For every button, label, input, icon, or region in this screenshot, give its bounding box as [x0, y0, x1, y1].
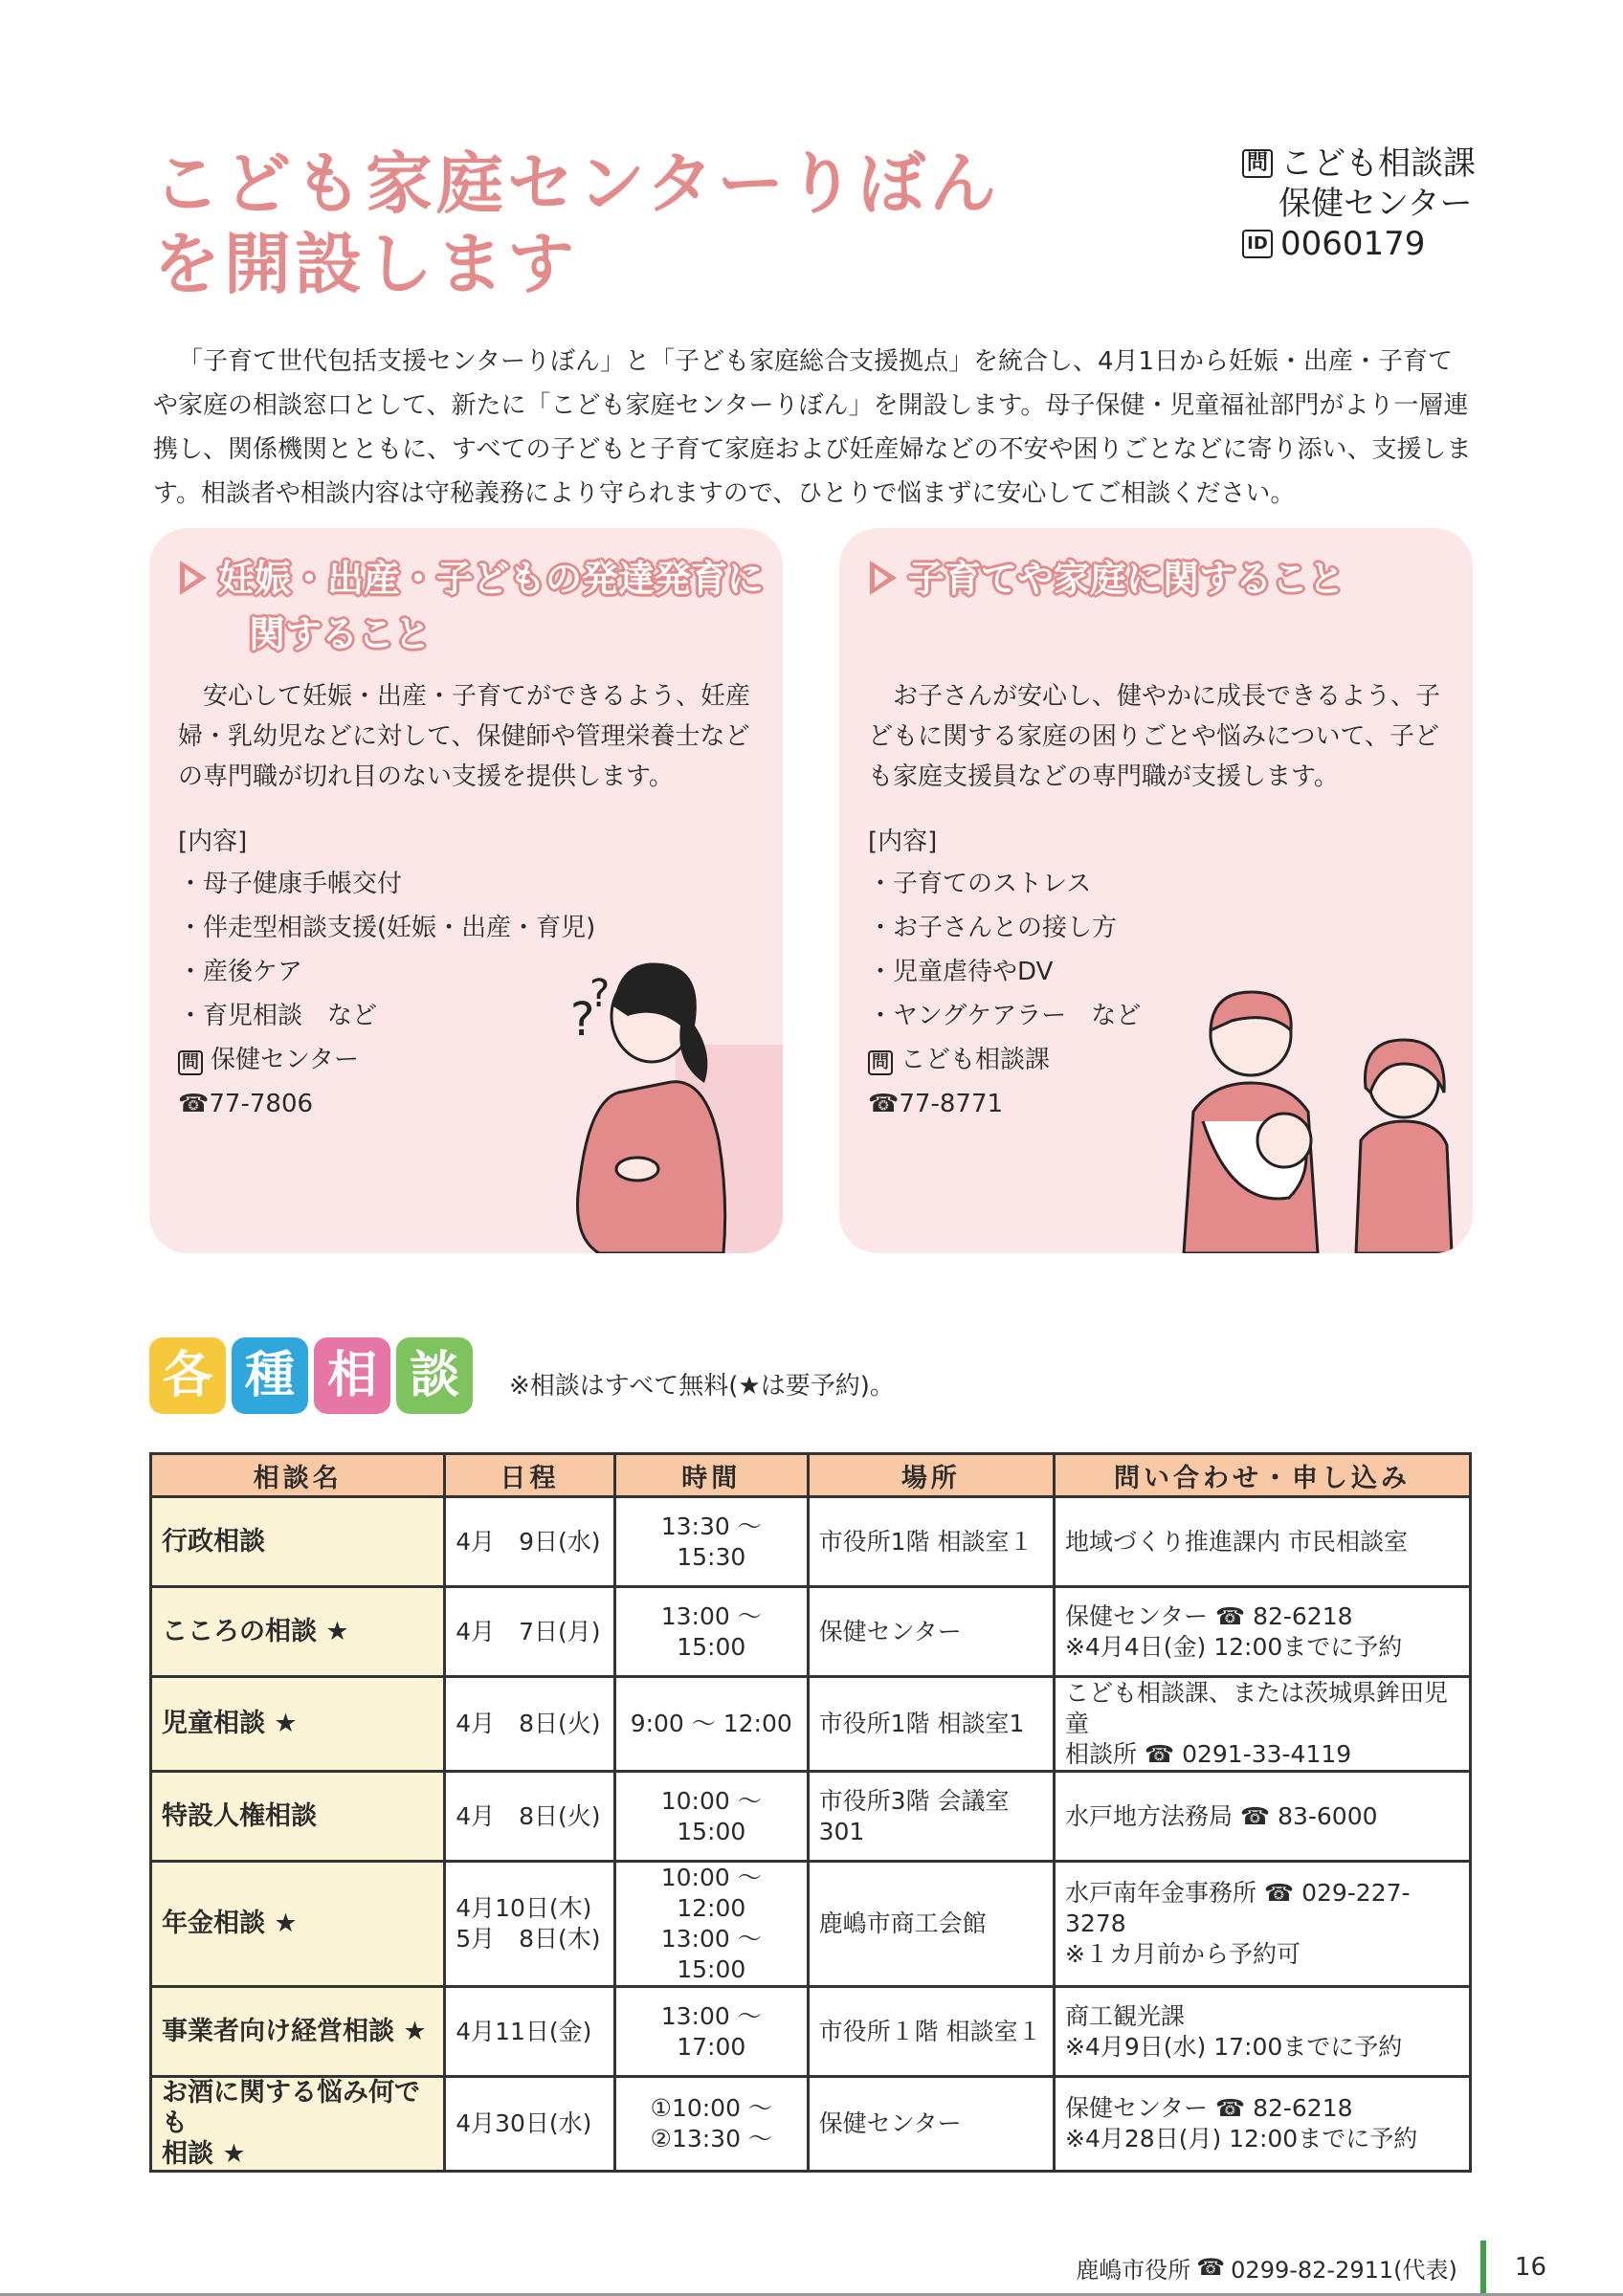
card-right-content-label: [内容]	[868, 828, 938, 856]
page-footer	[1076, 2241, 1546, 2294]
consultation-table	[149, 1452, 1472, 2173]
row-time	[614, 1862, 808, 1987]
card-right-head-line1: 子育てや家庭に関すること	[908, 558, 1345, 600]
id-tag-icon: ID	[1242, 230, 1273, 258]
row-time: 13:30 〜 15:30	[614, 1497, 808, 1587]
section-char: 各	[149, 1337, 226, 1414]
card-right-contact-name: こども相談課	[900, 1046, 1051, 1074]
row-contact-line1: 保健センター ☎ 82-6218	[1065, 1601, 1353, 1630]
row-name: こころの相談 ★	[151, 1587, 445, 1677]
family-illustration	[1174, 978, 1473, 1253]
row-time: 13:00 〜 15:00	[614, 1587, 808, 1677]
pregnant-woman-illustration	[561, 949, 783, 1253]
table-row	[151, 1587, 1471, 1677]
section-char: 談	[396, 1337, 473, 1414]
triangle-icon	[870, 561, 897, 595]
page-title	[153, 144, 1000, 304]
row-place: 市役所1階 相談室1	[808, 1677, 1054, 1772]
phone-icon: ☎	[868, 1090, 900, 1118]
row-name-line1: お酒に関する悩み何でも	[162, 2078, 420, 2138]
card-childrearing	[839, 528, 1473, 1253]
table-header-row	[151, 1454, 1471, 1497]
card-pregnancy	[149, 528, 783, 1253]
table-row	[151, 1987, 1471, 2077]
inquiry-tag-icon: 問	[1242, 149, 1273, 178]
section-char: 種	[232, 1337, 308, 1414]
header-contact: 問い合わせ・申し込み	[1055, 1454, 1471, 1497]
row-contact-line2: ※１カ月前から予約可	[1065, 1940, 1301, 1968]
row-place: 鹿嶋市商工会館	[808, 1862, 1054, 1987]
row-time-line1: ①10:00 〜	[650, 2094, 772, 2122]
table-row	[151, 2077, 1471, 2172]
row-contact-line1: 地域づくり推進課内 市民相談室	[1065, 1527, 1408, 1556]
contact-dept1: こども相談課	[1280, 144, 1476, 183]
list-item: ・育児相談 など	[178, 1002, 378, 1030]
row-date	[445, 1862, 615, 1987]
title-line1: こども家庭センターりぼん	[153, 144, 1001, 223]
list-item: ・お子さんとの接し方	[868, 914, 1118, 942]
row-place: 保健センター	[808, 2077, 1054, 2172]
card-left-tel-number: 77-7806	[209, 1090, 314, 1118]
row-name: 年金相談 ★	[151, 1862, 445, 1987]
row-contact-line2: 相談所 ☎ 0291-33-4119	[1065, 1740, 1352, 1768]
row-contact-line1: 水戸地方法務局 ☎ 83-6000	[1065, 1801, 1378, 1830]
row-time: 10:00 〜 15:00	[614, 1772, 808, 1862]
row-date: 4月 7日(月)	[445, 1587, 615, 1677]
row-time-line2: ②13:30 〜	[650, 2125, 772, 2152]
inquiry-tag-icon: 問	[178, 1050, 203, 1075]
svg-text:?: ?	[589, 972, 611, 1016]
list-item: ・児童虐待やDV	[868, 958, 1054, 986]
table-row	[151, 1862, 1471, 1987]
row-contact-line1: 商工観光課	[1065, 2001, 1186, 2030]
row-name-line2: 相談 ★	[162, 2139, 246, 2169]
row-contact	[1055, 1587, 1471, 1677]
footer-divider	[1480, 2241, 1486, 2294]
card-right-tel-number: 77-8771	[899, 1090, 1004, 1118]
row-date: 4月30日(水)	[445, 2077, 615, 2172]
row-contact	[1055, 1987, 1471, 2077]
row-time: 13:00 〜 17:00	[614, 1987, 808, 2077]
header-place: 場所	[808, 1454, 1054, 1497]
table-row	[151, 1772, 1471, 1862]
card-left-desc: 安心して妊娠・出産・子育てができるよう、妊産婦・乳幼児などに対して、保健師や管理栄養士などの専門職が切れ目のない支援を提供します。	[178, 682, 751, 791]
card-left-head-line2: 関すること	[249, 613, 432, 655]
row-time-line2: 13:00 〜 15:00	[660, 1925, 762, 1983]
header-name: 相談名	[151, 1454, 445, 1497]
card-left-head-line1: 妊娠・出産・子どもの発達発育に	[218, 558, 765, 600]
header-contact	[1242, 144, 1476, 264]
row-contact-line1: 保健センター ☎ 82-6218	[1065, 2094, 1353, 2122]
row-contact-line2: ※4月28日(月) 12:00までに予約	[1065, 2125, 1418, 2152]
row-name	[151, 2077, 445, 2172]
row-date: 4月 8日(火)	[445, 1677, 615, 1772]
row-name: 事業者向け経営相談 ★	[151, 1987, 445, 2077]
row-time	[614, 2077, 808, 2172]
inquiry-tag-icon: 問	[868, 1050, 893, 1075]
table-row	[151, 1677, 1471, 1772]
card-left-heading	[180, 551, 764, 662]
row-time-line1: 10:00 〜 12:00	[660, 1864, 762, 1922]
list-item: ・伴走型相談支援(妊娠・出産・育児)	[178, 914, 596, 942]
card-right-desc: お子さんが安心し、健やかに成長できるよう、子どもに関する家庭の困りごとや悩みについて、子ども家庭支援員などの専門職が支援します。	[868, 682, 1441, 791]
table-row	[151, 1497, 1471, 1587]
list-item: ・ヤングケアラー など	[868, 1002, 1142, 1030]
card-right-heading	[870, 551, 1345, 607]
row-contact-line2: ※4月4日(金) 12:00までに予約	[1065, 1632, 1403, 1661]
triangle-icon	[180, 561, 207, 595]
row-name: 児童相談 ★	[151, 1677, 445, 1772]
section-note: ※相談はすべて無料(★は要予約)。	[509, 1372, 895, 1401]
row-date: 4月 9日(水)	[445, 1497, 615, 1587]
row-place: 市役所1階 相談室１	[808, 1497, 1054, 1587]
footer-tel: 0299-82-2911(代表)	[1231, 2256, 1457, 2284]
row-place: 保健センター	[808, 1587, 1054, 1677]
card-left-contact-name: 保健センター	[211, 1046, 359, 1074]
header-time: 時間	[614, 1454, 808, 1497]
id-value: 0060179	[1280, 225, 1426, 263]
row-name: 行政相談	[151, 1497, 445, 1587]
phone-icon: ☎	[178, 1090, 210, 1118]
card-left-content-label: [内容]	[178, 828, 248, 856]
row-time: 9:00 〜 12:00	[614, 1677, 808, 1772]
svg-text:?: ?	[570, 993, 595, 1047]
header-date: 日程	[445, 1454, 615, 1497]
page-number: 16	[1514, 2253, 1546, 2282]
row-contact	[1055, 1677, 1471, 1772]
row-name: 特設人権相談	[151, 1772, 445, 1862]
row-contact	[1055, 1497, 1471, 1587]
row-contact	[1055, 1772, 1471, 1862]
list-item: ・母子健康手帳交付	[178, 870, 403, 898]
section-char: 相	[314, 1337, 390, 1414]
section-heading	[149, 1337, 473, 1414]
list-item: ・子育てのストレス	[868, 870, 1092, 898]
phone-icon: ☎	[1196, 2254, 1226, 2281]
intro-text: 「子育て世代包括支援センターりぼん」と「子ども家庭総合支援拠点」を統合し、4月1日から妊娠・出産・子育てや家庭の相談窓口として、新たに「こども家庭センターりぼん」を開設します。母子保健・児童福祉部門がより一層連携し、関係機関とともに、すべての子どもと子育て家庭および妊産婦などの不安や困りごとなどに寄り添い、支援します。相談者や相談内容は守秘義務により守られますので、ひとりで悩まずに安心してご相談ください。	[153, 347, 1472, 508]
row-date-line2: 5月 8日(木)	[456, 1925, 601, 1953]
row-contact	[1055, 2077, 1471, 2172]
row-date: 4月11日(金)	[445, 1987, 615, 2077]
row-contact	[1055, 1862, 1471, 1987]
row-contact-line1: こども相談課、または茨城県鉾田児童	[1065, 1679, 1449, 1737]
row-contact-line2: ※4月9日(水) 17:00までに予約	[1065, 2032, 1403, 2061]
row-place: 市役所１階 相談室１	[808, 1987, 1054, 2077]
row-date: 4月 8日(火)	[445, 1772, 615, 1862]
contact-dept2: 保健センター	[1278, 185, 1473, 223]
footer-office: 鹿嶋市役所	[1076, 2256, 1191, 2284]
title-line2: を開設します	[153, 225, 578, 303]
row-place: 市役所3階 会議室301	[808, 1772, 1054, 1862]
list-item: ・産後ケア	[178, 958, 303, 986]
row-date-line1: 4月10日(木)	[456, 1894, 592, 1922]
row-contact-line1: 水戸南年金事務所 ☎ 029-227-3278	[1065, 1879, 1411, 1937]
